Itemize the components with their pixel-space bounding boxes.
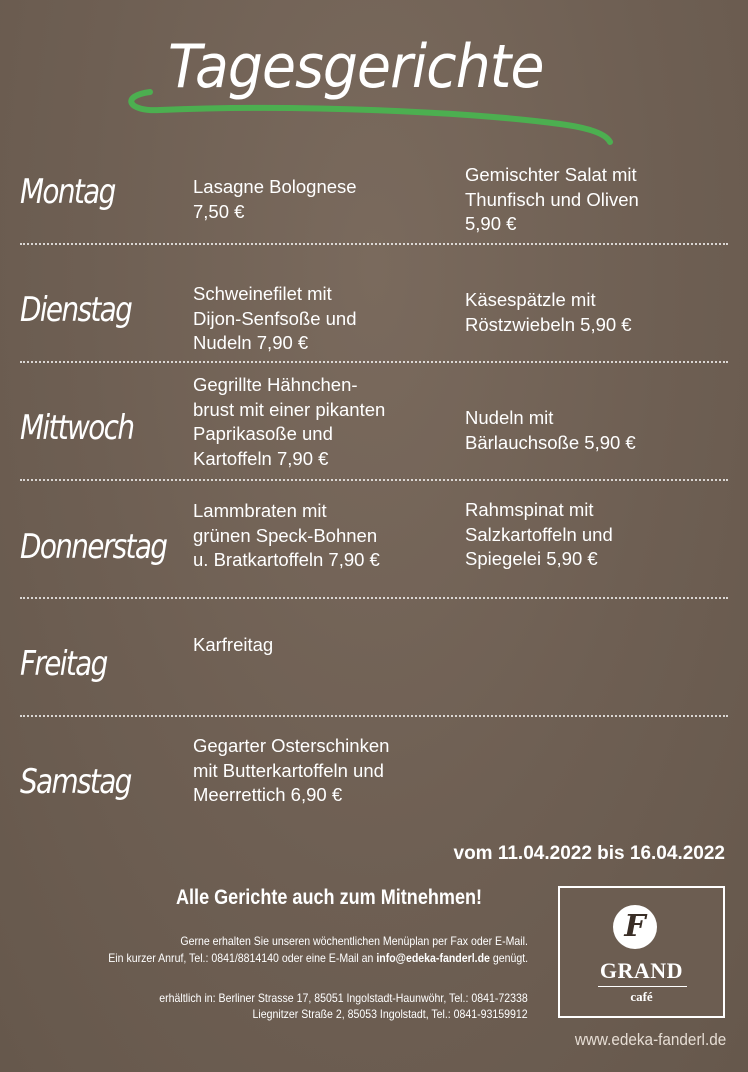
- mittwoch-dish-2: Nudeln mit Bärlauchsoße 5,90 €: [465, 407, 636, 453]
- address-line-2: Liegnitzer Straße 2, 85053 Ingolstadt, Tel.: 0841-93159912: [252, 1007, 528, 1021]
- logo-emblem-icon: [613, 905, 657, 949]
- montag-dish-1: Lasagne Bolognese 7,50 €: [193, 176, 357, 222]
- logo-letter: F: [624, 909, 646, 944]
- divider: [20, 597, 728, 599]
- freitag-dish-1: Karfreitag: [193, 634, 274, 655]
- montag-dish-2: Gemischter Salat mit Thunfisch und Oliven 5,90 €: [465, 164, 639, 234]
- day-label-montag: Montag: [20, 172, 115, 212]
- day-label-freitag: Freitag: [20, 644, 107, 684]
- donnerstag-dish-1: Lammbraten mit grünen Speck-Bohnen u. Bratkartoffeln 7,90 €: [193, 500, 380, 570]
- day-label-samstag: Samstag: [20, 762, 131, 802]
- mittwoch-dish-1: Gegrillte Hähnchen- brust mit einer pikanten Paprikasoße und Kartoffeln 7,90 €: [193, 374, 386, 469]
- donnerstag-dish-2: Rahmspinat mit Salzkartoffeln und Spiegelei 5,90 €: [465, 499, 613, 569]
- divider: [20, 243, 728, 245]
- samstag-dish-1: Gegarter Osterschinken mit Butterkartoffeln und Meerrettich 6,90 €: [193, 735, 390, 805]
- title-area: [0, 0, 748, 160]
- info-line-2-suffix: genügt.: [489, 951, 528, 965]
- page-title: Tagesgerichte: [168, 32, 544, 102]
- day-label-mittwoch: Mittwoch: [20, 408, 134, 448]
- divider: [20, 715, 728, 717]
- divider: [20, 361, 728, 363]
- info-line-1: Gerne erhalten Sie unseren wöchentlichen Menüplan per Fax oder E-Mail.: [180, 934, 528, 948]
- date-range: vom 11.04.2022 bis 16.04.2022: [453, 843, 725, 864]
- dienstag-dish-2: Käsespätzle mit Röstzwiebeln 5,90 €: [465, 289, 632, 335]
- day-label-donnerstag: Donnerstag: [20, 527, 167, 567]
- day-label-dienstag: Dienstag: [20, 290, 132, 330]
- address-line-1: erhältlich in: Berliner Strasse 17, 85051 Ingolstadt-Haunwöhr, Tel.: 0841-72338: [159, 991, 528, 1005]
- logo-name: GRAND: [599, 958, 684, 983]
- info-line-2: [108, 951, 528, 965]
- website-link[interactable]: www.edeka-fanderl.de: [574, 1030, 726, 1049]
- info-line-2-prefix: Ein kurzer Anruf, Tel.: 0841/8814140 oder eine E-Mail an: [108, 951, 377, 965]
- info-email-link[interactable]: info@edeka-fanderl.de: [376, 951, 490, 965]
- logo-divider: [598, 986, 687, 987]
- grand-cafe-logo: [558, 886, 725, 1018]
- dienstag-dish-1: Schweinefilet mit Dijon-Senfsoße und Nudeln 7,90 €: [193, 283, 357, 353]
- divider: [20, 479, 728, 481]
- logo-subtitle: café: [630, 989, 653, 1004]
- takeaway-note: Alle Gerichte auch zum Mitnehmen!: [176, 886, 483, 909]
